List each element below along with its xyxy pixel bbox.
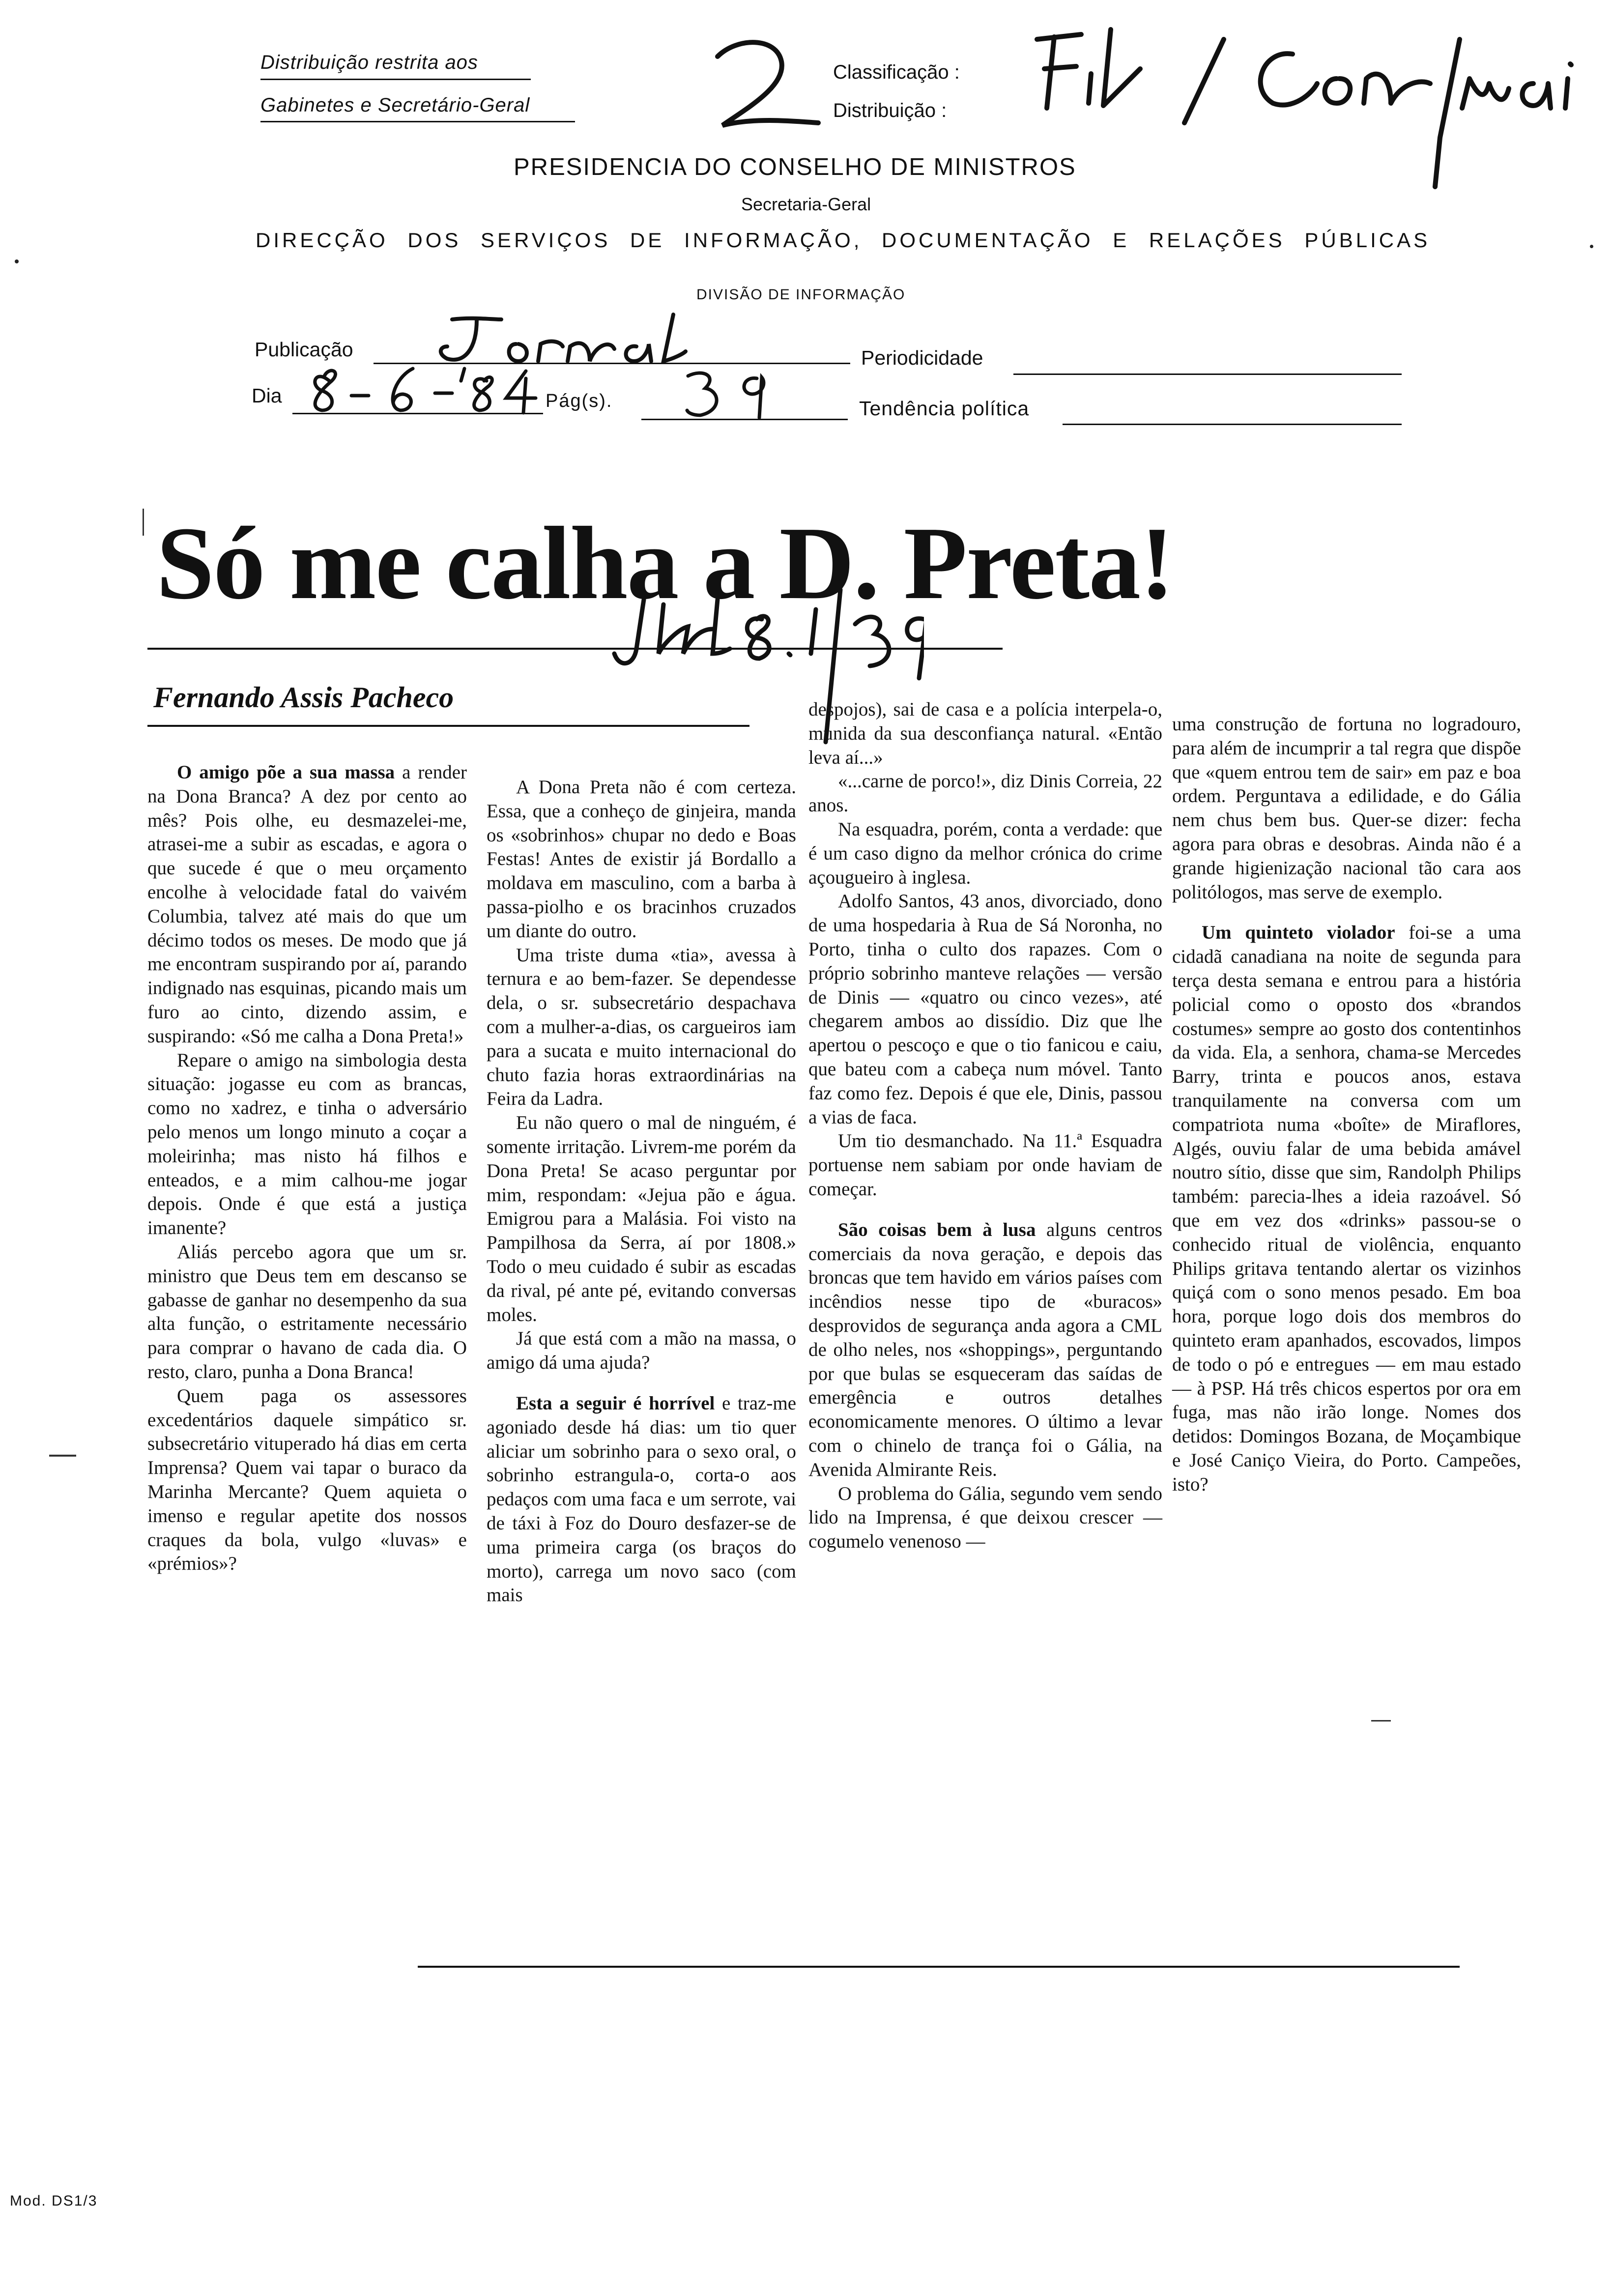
article-author: Fernando Assis Pacheco <box>153 681 454 714</box>
handwritten-classification-signature <box>1017 10 1607 197</box>
col2-paragraph-1: A Dona Preta não é com certeza. Essa, que a conheço de ginjeira, manda os «sobrinhos» chupar no dedo e Boas Festas! Antes de existir já Bordallo a moldava em masculino, com a barba à passa-piolho e os bracinhos cruzados um diante do outro. <box>487 776 796 942</box>
distribution-label: Distribuição : <box>833 100 947 121</box>
col1-lead: O amigo põe a sua massa <box>177 762 395 783</box>
article-column-3 <box>808 698 1162 1554</box>
scan-speck <box>1590 245 1593 248</box>
ministry-title: PRESIDENCIA DO CONSELHO DE MINISTROS <box>514 154 1076 180</box>
underline-1 <box>260 79 531 80</box>
article-headline: Só me calha a D. Preta! <box>156 505 1174 621</box>
col3-paragraph-6: alguns centros comerciais da nova geração, e depois das broncas que tem havido em vários países com incêndios nesse tipo de «buracos» desprovidos de segurança anda agora a CML de olho neles, nos «shoppings», perguntando por que bulas se esqueceram das saídas de emergência e outros detalhes economicamente menores. O último a levar com o chinelo de trança foi o Gália, na Avenida Almirante Reis. <box>808 1219 1162 1480</box>
handwritten-number-2 <box>708 34 826 133</box>
col3-paragraph-3: Na esquadra, porém, conta a verdade: que é um caso digno da melhor crónica do crime açougueiro à inglesa. <box>808 818 1162 888</box>
col3-paragraph-4: Adolfo Santos, 43 anos, divorciado, dono de uma hospedaria à Rua de Sá Noronha, no Porto, tinha o culto dos rapazes. Com o próprio sobrinho manteve relações — versão de Dinis — «quatro ou cinco vezes», até chegarem ambos ao dissídio. Diz que lhe apertou o pescoço e que o tio fanicou e caiu, que bateu com a cabeça num móvel. Tanto faz como fez. Depois é que ele, Dinis, passou a vias de faca. <box>808 890 1162 1128</box>
political-tendency-label: Tendência política <box>859 397 1030 420</box>
col1-paragraph-1: a render na Dona Branca? A dez por cento ao mês? Pois olhe, eu desmazelei-me, atrasei-me a subir as escadas, e agora o que sucede é que o meu orçamento encolhe à velocidade fatal do vaivém Columbia, talvez até mais do que um décimo todos os meses. De modo que já me encontram suspirando por aí, parando indignado nas esquinas, picando mais um furo ao cinto, dizendo assim, e suspirando: «Só me calha a Dona Preta!» <box>147 762 467 1047</box>
col3-paragraph-7: O problema do Gália, segundo vem sendo lido na Imprensa, é que deixou crescer — cogumelo venenoso — <box>808 1483 1162 1552</box>
day-label: Dia <box>252 384 282 407</box>
directorate-title: DIRECÇÃO DOS SERVIÇOS DE INFORMAÇÃO, DOCUMENTAÇÃO E RELAÇÕES PÚBLICAS <box>256 229 1431 252</box>
periodicity-label: Periodicidade <box>861 346 983 369</box>
political-tendency-field-line <box>1063 424 1402 425</box>
col2-paragraph-4: Já que está com a mão na massa, o amigo dá uma ajuda? <box>487 1328 796 1374</box>
scan-speck <box>15 259 19 263</box>
col4-paragraph-1: uma construção de fortuna no logradouro, para além de incumprir a tal regra que dispõe que «quem entrou tem de sair» em paz e boa ordem. Perguntava a edilidade, e do Gália nem chus bem bus. Quer-se dizer: fecha agora para obras e desobras. Ainda não é a grande higienização nacional tão cara aos politólogos, mas serve de exemplo. <box>1172 714 1521 903</box>
headline-rule <box>147 648 1003 650</box>
distribution-restriction-line1: Distribuição restrita aos <box>260 52 478 73</box>
col2-paragraph-3: Eu não quero o mal de ninguém, é somente irritação. Livrem-me porém da Dona Preta! Se acaso perguntar por mim, respondam: «Jejua pão e água. Emigrou para a Malásia. Foi visto na Pampilhosa da Serra, aí por 1808.» Todo o meu cuidado é subir as escadas da rival, pé ante pé, evitando conversas moles. <box>487 1112 796 1325</box>
distribution-restriction-line2: Gabinetes e Secretário-Geral <box>260 94 530 116</box>
col2-lead: Esta a seguir é horrível <box>516 1392 715 1414</box>
col1-paragraph-3: Aliás percebo agora que um sr. ministro que Deus tem em descanso se gabasse de ganhar no desempenho da sua alta função, o estritamente necessário para comprar o havano de cada dia. O resto, claro, punha a Dona Branca! <box>147 1241 467 1382</box>
article-column-1 <box>147 761 467 1576</box>
col1-paragraph-2: Repare o amigo na simbologia desta situação: jogasse eu com as brancas, como no xadrez, e tinha o adversário pelo menos um longo minuto a coçar a moleirinha; mas nisto há filhos e enteados, e a mim calhou-me jogar depois. Onde é que está a justiça imanente? <box>147 1049 467 1239</box>
col2-paragraph-5: e traz-me agoniado desde há dias: um tio quer aliciar um sobrinho para o sexo oral, o sobrinho estrangula-o, corta-o aos pedaços com uma faca e um serrote, vai de táxi à Foz do Douro desfazer-se de uma primeira carga (os braços do morto), carrega um novo saco (com mais <box>487 1392 797 1606</box>
secretariat-subtitle: Secretaria-Geral <box>741 194 871 214</box>
handwritten-pages <box>678 364 796 423</box>
col2-paragraph-2: Uma triste duma «tia», avessa à ternura e ao bem-fazer. Se dependesse dela, o sr. subsecretário despachava com a mulher-a-dias, os cargueiros iam para a sucata e muito internacional do chuto fazia horas extraordinárias na Feira da Ladra. <box>487 944 796 1110</box>
division-title: DIVISÃO DE INFORMAÇÃO <box>696 287 906 303</box>
col3-paragraph-1: despojos), sai de casa e a polícia interpela-o, munida da sua desconfiança natural. «Então leva aí...» <box>808 699 1162 768</box>
col3-paragraph-5: Um tio desmanchado. Na 11.ª Esquadra portuense nem sabiam por onde haviam de começar. <box>808 1130 1162 1200</box>
margin-dash <box>1371 1720 1391 1722</box>
margin-dash <box>49 1455 76 1457</box>
article-bottom-rule <box>418 1966 1460 1968</box>
pages-label: Pág(s). <box>546 391 613 411</box>
author-rule <box>147 725 749 727</box>
margin-mark <box>143 509 144 536</box>
col4-paragraph-2: foi-se a uma cidadã canadiana na noite de segunda para terça desta semana e entrou para a história policial como o oposto dos «brandos costumes» sempre ao gosto dos contentinhos da vida. Ela, a senhora, chama-se Mercedes Barry, trinta e poucos anos, estava tranquilamente na conversa com um compatriota numa «boîte» de Miraflores, Algés, ouviu falar de uma bebida amável noutro sítio, disse que sim, Randolph Philips também: parecia-lhes a ideia razoável. Só que em vez dos «drinks» passou-se o conhecido ritual de violência, enquanto Philips gritava tentando alertar os vizinhos quiçá com o sono menos pesado. Em boa hora, porque logo dois dos membros do quinteto eram apanhados, escovados, limpos de todo o pó e entregues — em mau estado — à PSP. Há três chicos espertos por ora em fuga, mas não irão longe. Nomes dos detidos: Domingos Bozana, de Moçambique e José Caniço Vieira, do Porto. Campeões, isto? <box>1172 922 1522 1495</box>
classification-label: Classificação : <box>833 61 960 83</box>
col1-paragraph-4: Quem paga os assessores excedentários daquele simpático sr. subsecretário vituperado há dias em certa Imprensa? Quem vai tapar o buraco da Marinha Mercante? Quem aquieta o imenso e regular apetite dos nossos craques da bola, vulgo «luvas» e «prémios»? <box>147 1385 467 1575</box>
periodicity-field-line <box>1013 373 1402 375</box>
publication-label: Publicação <box>255 338 353 361</box>
article-column-2 <box>487 775 796 1607</box>
col3-paragraph-2: «...carne de porco!», diz Dinis Correia, 22 anos. <box>808 771 1162 816</box>
form-code: Mod. DS1/3 <box>10 2193 98 2209</box>
handwritten-date <box>295 359 546 418</box>
col3-lead: São coisas bem à lusa <box>838 1219 1036 1240</box>
underline-2 <box>260 121 575 122</box>
article-column-4 <box>1172 713 1521 1497</box>
col4-lead: Um quinteto violador <box>1202 922 1395 944</box>
